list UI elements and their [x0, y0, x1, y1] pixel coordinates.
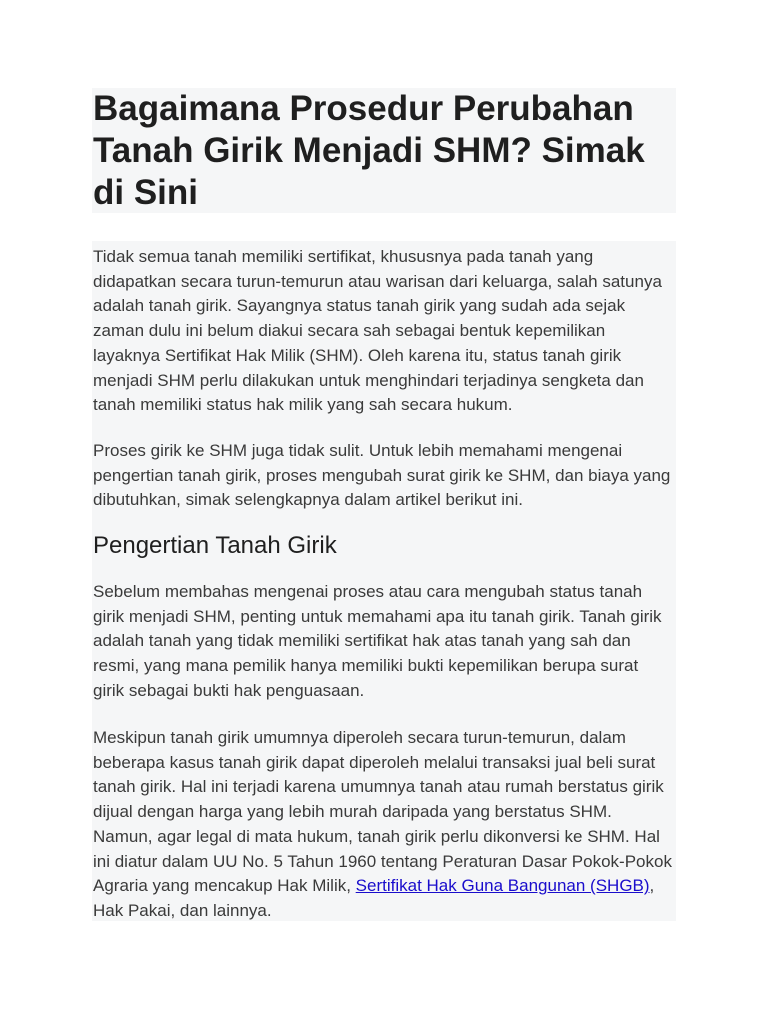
section-paragraph-2-text: Meskipun tanah girik umumnya diperoleh secara turun-temurun, dalam beberapa kasus tanah girik dapat diperoleh melalui transaksi jual beli surat tanah girik. Hal ini terjadi karena umumnya tanah atau rumah berstatus girik dijual dengan harga yang lebih murah daripada yang berstatus SHM. Namun, agar legal di mata hukum, tanah girik perlu dikonversi ke SHM. Hal ini diatur dalam UU No. 5 Tahun 1960 tentang Peraturan Dasar Pokok-Pokok Agraria yang mencakup Hak Milik, — [93, 728, 672, 896]
article-body — [92, 241, 676, 921]
intro-paragraph-2: Proses girik ke SHM juga tidak sulit. Untuk lebih memahami mengenai pengertian tanah girik, proses mengubah surat girik ke SHM, dan biaya yang dibutuhkan, simak selengkapnya dalam artikel berikut ini. — [93, 441, 671, 510]
section-paragraph-1: Sebelum membahas mengenai proses atau cara mengubah status tanah girik menjadi SHM, penting untuk memahami apa itu tanah girik. Tanah girik adalah tanah yang tidak memiliki sertifikat hak atas tanah yang sah dan resmi, yang mana pemilik hanya memiliki bukti kepemilikan berupa surat girik sebagai bukti hak penguasaan. — [93, 582, 662, 700]
article-title: Bagaimana Prosedur Perubahan Tanah Girik Menjadi SHM? Simak di Sini — [93, 89, 645, 212]
section-heading: Pengertian Tanah Girik — [93, 532, 337, 559]
section-paragraph-2 — [92, 726, 673, 924]
intro-paragraph-1: Tidak semua tanah memiliki sertifikat, khususnya pada tanah yang didapatkan secara turun-temurun atau warisan dari keluarga, salah satunya adalah tanah girik. Sayangnya status tanah girik yang sudah ada sejak zaman dulu ini belum diakui secara sah sebagai bentuk kepemilikan layaknya Sertifikat Hak Milik (SHM). Oleh karena itu, status tanah girik menjadi SHM perlu dilakukan untuk menghindari terjadinya sengketa dan tanah memiliki status hak milik yang sah secara hukum. — [93, 247, 662, 415]
shgb-link[interactable]: Sertifikat Hak Guna Bangunan (SHGB) — [355, 876, 650, 896]
section-paragraph-2-tail: , Hak Pakai, dan lainnya. — [93, 876, 655, 920]
article-title-block — [92, 88, 676, 213]
